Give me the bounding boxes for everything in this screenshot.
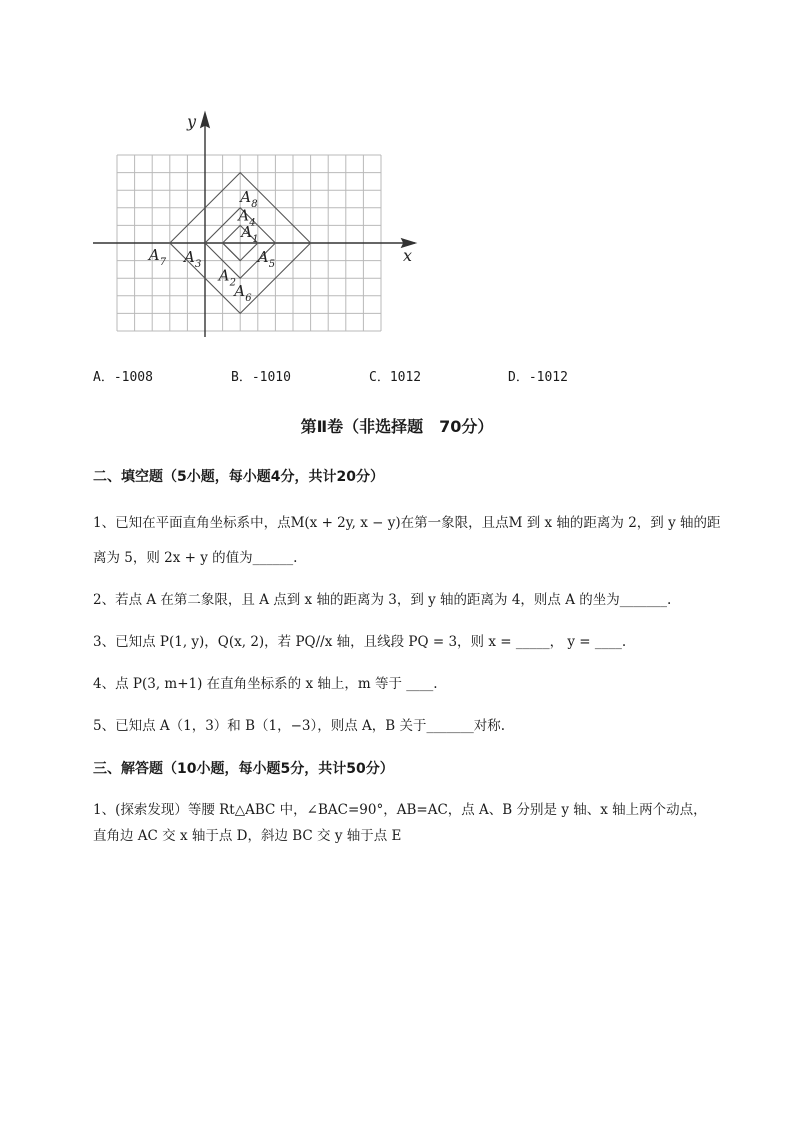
point-subscript-a2: 2 bbox=[229, 277, 236, 289]
y-axis-arrow bbox=[201, 113, 209, 127]
question-2-1-line-2: 离为 5，则 2x + y 的值为______. bbox=[93, 550, 298, 566]
point-subscript-a6: 6 bbox=[245, 293, 252, 305]
section-3-title: 三、解答题（10小题，每小题5分，共计50分） bbox=[93, 761, 394, 777]
point-subscript-a1: 1 bbox=[252, 234, 259, 245]
spiral-segment bbox=[223, 243, 241, 261]
question-3-1-line-1: 1、(探索发现）等腰 Rt△ABC 中，∠BAC=90°，AB=AC，点 A、B 分别是 y 轴、x 轴上两个动点， bbox=[93, 802, 707, 818]
point-subscript-a7: 7 bbox=[159, 257, 167, 268]
question-2-1-line-1: 1、已知在平面直角坐标系中，点M(x + 2y, x − y)在第一象限，且点M 到 x 轴的距离为 2，到 y 轴的距 bbox=[93, 515, 721, 531]
question-2-2: 2、若点 A 在第二象限，且 A 点到 x 轴的距离为 3，到 y 轴的距离为 4，则点 A 的坐为_______. bbox=[93, 592, 672, 608]
question-2-5: 5、已知点 A（1，3）和 B（1，−3），则点 A，B 关于_______对称. bbox=[93, 718, 506, 734]
point-label-a5: A bbox=[257, 248, 269, 266]
point-label-a4: A bbox=[238, 206, 250, 225]
option-d: D．-1012 bbox=[508, 370, 568, 385]
option-c: C．1012 bbox=[369, 370, 422, 385]
grid-diagram bbox=[90, 105, 430, 345]
point-label-a6: A bbox=[234, 282, 246, 301]
question-2-4: 4、点 P(3, m+1) 在直角坐标系的 x 轴上，m 等于 ____. bbox=[93, 676, 438, 692]
point-subscript-a4: 4 bbox=[249, 217, 256, 229]
point-label-a1: A bbox=[241, 223, 253, 241]
point-label-a8: A bbox=[240, 187, 252, 206]
y-axis-label: y bbox=[187, 112, 197, 131]
coordinate-figure bbox=[90, 105, 430, 349]
option-b: B．-1010 bbox=[231, 370, 291, 385]
point-subscript-a3: 3 bbox=[195, 259, 202, 270]
point-subscript-a8: 8 bbox=[251, 198, 258, 210]
question-3-1-line-2: 直角边 AC 交 x 轴于点 D，斜边 BC 交 y 轴于点 E bbox=[93, 828, 402, 844]
point-label-a2: A bbox=[218, 266, 230, 285]
part-title: 第Ⅱ卷（非选择题 70分） bbox=[300, 417, 494, 436]
option-a: A．-1008 bbox=[93, 370, 153, 385]
section-2-title: 二、填空题（5小题，每小题4分，共计20分） bbox=[93, 469, 384, 485]
point-label-a3: A bbox=[184, 248, 195, 266]
question-2-3: 3、已知点 P(1, y)，Q(x, 2)，若 PQ//x 轴，且线段 PQ = 3，则 x = _____， y = ____. bbox=[93, 634, 627, 650]
point-subscript-a5: 5 bbox=[268, 259, 276, 270]
point-label-a7: A bbox=[148, 246, 160, 264]
x-axis-label: x bbox=[403, 246, 413, 265]
